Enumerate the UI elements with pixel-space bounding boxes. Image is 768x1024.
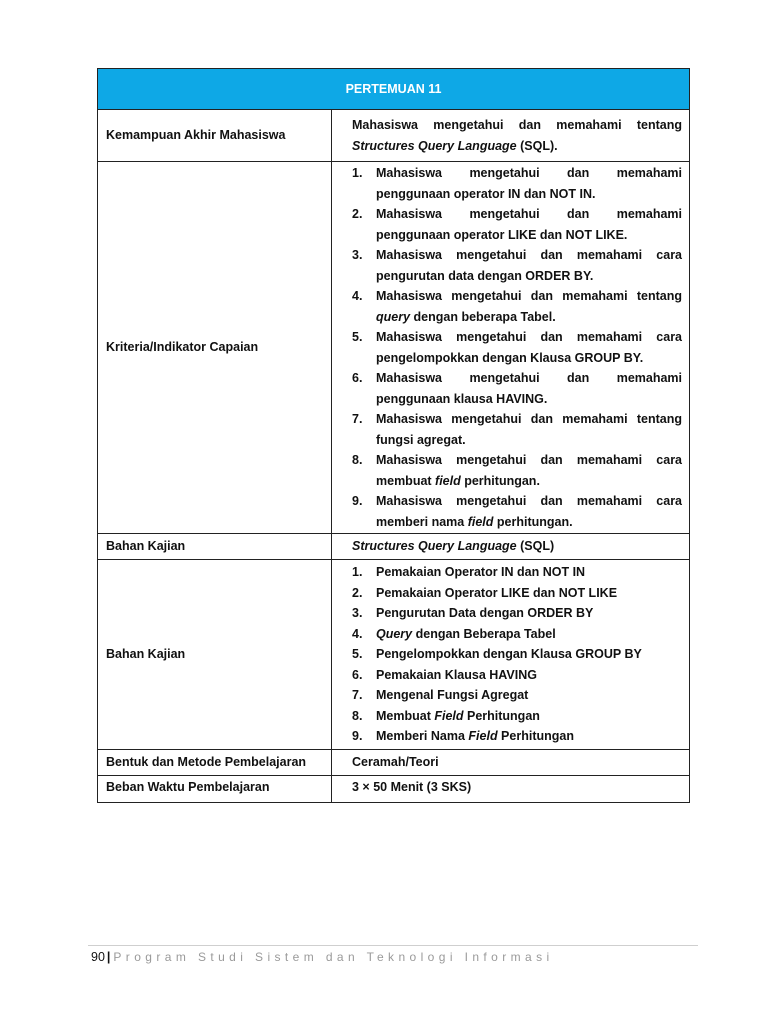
- session-title: PERTEMUAN 11: [98, 69, 690, 110]
- row-value-text: Mahasiswa mengetahui dan memahami tentang: [352, 118, 683, 132]
- row-value: Ceramah/Teori: [332, 749, 690, 775]
- table-row: [98, 110, 690, 162]
- list-item: [352, 368, 682, 409]
- list-item-italic: Field: [468, 729, 498, 743]
- list-item-italic: field: [435, 473, 461, 488]
- list-item: [352, 327, 682, 368]
- list-item-text: perhitungan.: [493, 514, 573, 529]
- course-session-table: [97, 68, 690, 803]
- list-item: [352, 706, 682, 727]
- list-item-text: Pengurutan Data dengan ORDER BY: [376, 606, 594, 620]
- table-row: [98, 162, 690, 534]
- list-item-text: Mahasiswa mengetahui dan memahami cara pengelompokkan dengan Klausa GROUP BY.: [376, 330, 683, 365]
- row-value: [332, 534, 690, 560]
- footer-program-name: Program Studi Sistem dan Teknologi Informasi: [113, 950, 554, 964]
- list-item-text: Pemakaian Klausa HAVING: [376, 667, 537, 682]
- footer-separator: |: [106, 950, 111, 964]
- list-item: [352, 163, 682, 204]
- row-label: Kemampuan Akhir Mahasiswa: [98, 110, 332, 162]
- list-item-text: dengan beberapa Tabel.: [410, 309, 556, 324]
- list-item-text: Mahasiswa mengetahui dan memahami cara membuat: [376, 453, 683, 488]
- row-label: Bahan Kajian: [98, 534, 332, 560]
- list-item-text: Membuat: [376, 708, 435, 723]
- row-value: 3 × 50 Menit (3 SKS): [332, 775, 690, 802]
- list-item: [352, 204, 682, 245]
- row-label: Bahan Kajian: [98, 560, 332, 750]
- list-item-italic: field: [467, 514, 494, 529]
- table-row: [98, 560, 690, 750]
- list-item-text: Perhitungan: [497, 729, 574, 743]
- list-item-text: Mahasiswa mengetahui dan memahami tentang: [376, 289, 683, 303]
- topics-list: [352, 562, 682, 747]
- list-item-text: perhitungan.: [460, 473, 540, 488]
- row-value-italic: Structures Query Language: [352, 138, 517, 153]
- list-item-text: Perhitungan: [463, 708, 540, 723]
- list-item: [352, 491, 682, 532]
- list-item: [352, 685, 682, 706]
- row-value: [332, 110, 690, 162]
- list-item-text: Pemakaian Operator IN dan NOT IN: [376, 565, 586, 579]
- list-item: [352, 450, 682, 491]
- list-item: [352, 409, 682, 450]
- row-value-italic: Structures Query Language: [352, 539, 517, 554]
- table-header-row: [98, 69, 690, 110]
- row-value: [332, 162, 690, 534]
- row-label: Kriteria/Indikator Capaian: [98, 162, 332, 534]
- list-item: [352, 286, 682, 327]
- list-item: [352, 624, 682, 645]
- row-value-text: (SQL): [516, 539, 555, 554]
- page-footer: [91, 947, 554, 967]
- list-item-text: Pengelompokkan dengan Klausa GROUP BY: [376, 647, 642, 661]
- list-item-text: dengan Beberapa Tabel: [412, 626, 556, 641]
- list-item-text: Pemakaian Operator LIKE dan NOT LIKE: [376, 585, 618, 600]
- page-number: 90: [91, 950, 105, 964]
- criteria-list: [352, 163, 682, 532]
- list-item-text: Mahasiswa mengetahui dan memahami tentang fungsi agregat.: [376, 412, 683, 447]
- list-item: [352, 603, 682, 624]
- list-item: [352, 562, 682, 583]
- row-label: Bentuk dan Metode Pembelajaran: [98, 749, 332, 775]
- table-row: [98, 775, 690, 802]
- list-item-text: Mahasiswa mengetahui dan memahami cara memberi nama: [376, 494, 683, 529]
- list-item-text: Mahasiswa mengetahui dan memahami penggunaan operator LIKE dan NOT LIKE.: [376, 207, 683, 242]
- row-label: Beban Waktu Pembelajaran: [98, 775, 332, 802]
- row-value-text: (SQL).: [516, 138, 558, 153]
- list-item: [352, 644, 682, 665]
- list-item: [352, 245, 682, 286]
- table-row: [98, 534, 690, 560]
- row-value: [332, 560, 690, 750]
- list-item-text: Memberi Nama: [376, 729, 469, 743]
- list-item-text: Mahasiswa mengetahui dan memahami penggunaan operator IN dan NOT IN.: [376, 166, 683, 201]
- list-item: [352, 583, 682, 604]
- list-item: [352, 726, 682, 747]
- list-item-text: Mengenal Fungsi Agregat: [376, 688, 529, 702]
- list-item: [352, 665, 682, 686]
- list-item-text: Mahasiswa mengetahui dan memahami penggunaan klausa HAVING.: [376, 371, 683, 406]
- footer-divider: [88, 945, 698, 946]
- list-item-text: Mahasiswa mengetahui dan memahami cara pengurutan data dengan ORDER BY.: [376, 248, 683, 283]
- list-item-italic: query: [376, 309, 411, 324]
- table-row: [98, 749, 690, 775]
- list-item-italic: Field: [434, 708, 464, 723]
- list-item-italic: Query: [376, 626, 413, 641]
